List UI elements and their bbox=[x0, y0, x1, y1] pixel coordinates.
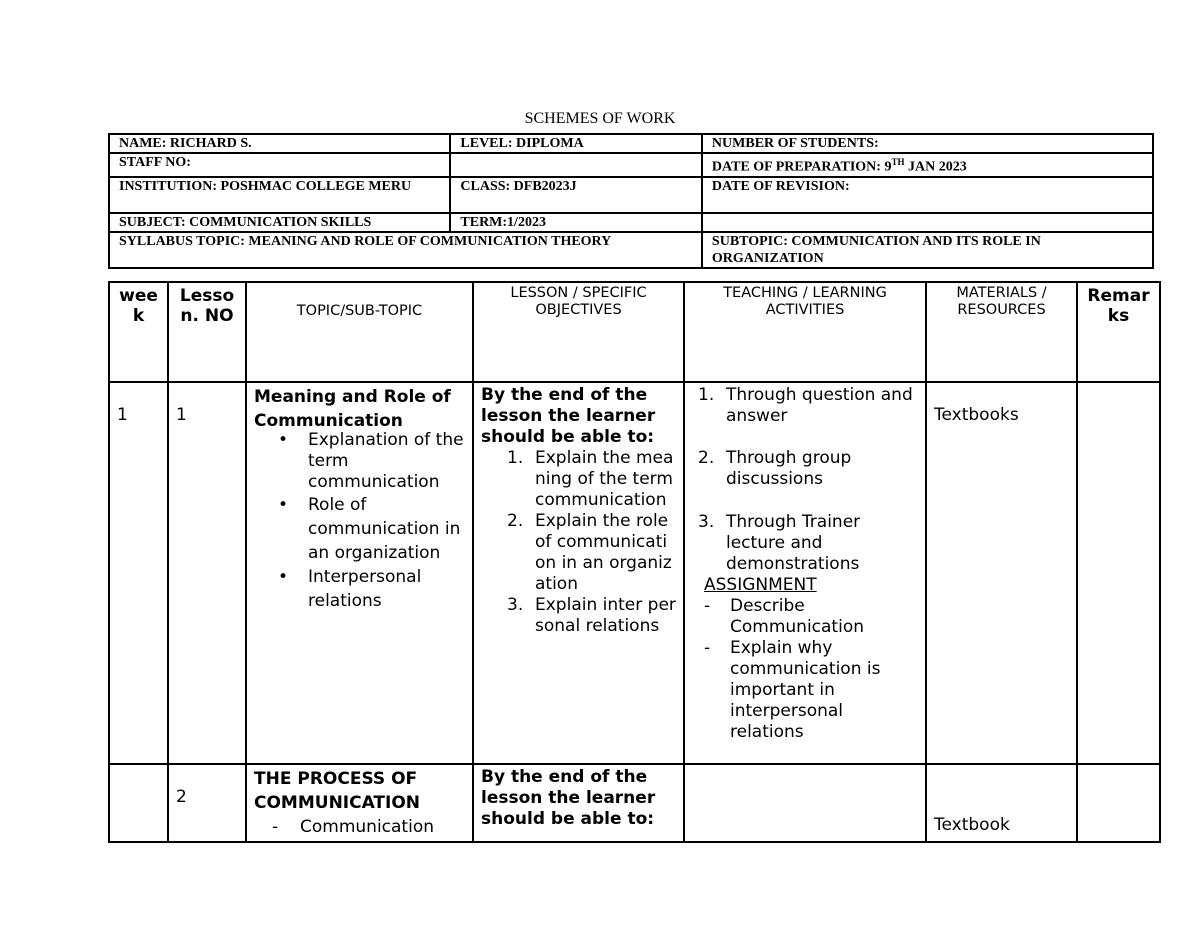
subtopic-cell: SUBTOPIC: COMMUNICATION AND ITS ROLE IN ORGANIZATION bbox=[702, 232, 1153, 268]
date-revision-cell: DATE OF REVISION: bbox=[702, 177, 1153, 213]
topic-item: - Communication bbox=[254, 815, 465, 839]
remarks-cell bbox=[1077, 382, 1160, 764]
topic-item: • Role of communication in an organization bbox=[254, 493, 465, 565]
header-topic-label: TOPIC/SUB-TOPIC bbox=[296, 303, 423, 319]
name-cell: NAME: RICHARD S. bbox=[109, 134, 450, 153]
header-week: week bbox=[109, 282, 168, 382]
header-lesson: Lesson. NO bbox=[168, 282, 246, 382]
activity-item: 1. Through question and answer bbox=[698, 385, 913, 426]
info-table bbox=[108, 133, 1154, 269]
num-students-cell: NUMBER OF STUDENTS: bbox=[702, 134, 1153, 153]
assignment-item: - Explain why communication is important in interpersonal relations bbox=[692, 638, 918, 743]
activity-item: 3. Through Trainer lecture and demonstrations bbox=[698, 512, 861, 574]
assignment-item: - Describe Communication bbox=[692, 596, 918, 638]
staff-no-cell: STAFF NO: bbox=[109, 153, 450, 177]
objectives-cell bbox=[473, 764, 684, 842]
empty-cell-2 bbox=[702, 213, 1153, 232]
materials-cell: Textbooks bbox=[926, 382, 1077, 764]
header-materials: MATERIALS / RESOURCES bbox=[926, 282, 1077, 382]
syllabus-topic-cell: SYLLABUS TOPIC: MEANING AND ROLE OF COMMUNICATION THEORY bbox=[109, 232, 702, 268]
topic-title: Meaning and Role of Communication bbox=[254, 387, 451, 431]
lesson-cell: 1 bbox=[168, 382, 246, 764]
page-title: SCHEMES OF WORK bbox=[524, 110, 676, 127]
lesson-cell: 2 bbox=[168, 764, 246, 842]
objective-item: 3. Explain inter personal relations bbox=[507, 595, 676, 636]
term-cell: TERM:1/2023 bbox=[450, 213, 702, 232]
topic-cell bbox=[246, 382, 473, 764]
date-prep-text: DATE OF PREPARATION: 9 bbox=[711, 159, 892, 175]
objectives-intro: By the end of the lesson the learner should be able to: bbox=[481, 767, 656, 829]
header-objectives: LESSON / SPECIFIC OBJECTIVES bbox=[473, 282, 684, 382]
assignment-label: ASSIGNMENT bbox=[704, 575, 817, 595]
week-cell: 1 bbox=[109, 382, 168, 764]
institution-text: INSTITUTION: POSHMAC COLLEGE MERU bbox=[119, 178, 412, 194]
topic-item: • Explanation of the term communication bbox=[254, 430, 465, 493]
class-cell: CLASS: DFB2023J bbox=[450, 177, 702, 213]
header-topic bbox=[246, 282, 473, 382]
date-prep-cell bbox=[702, 153, 1153, 177]
activities-cell bbox=[684, 764, 926, 842]
activities-cell bbox=[684, 382, 926, 764]
table-row bbox=[109, 382, 1160, 764]
schemes-table bbox=[108, 281, 1161, 843]
empty-cell bbox=[450, 153, 702, 177]
header-remarks: Remarks bbox=[1077, 282, 1160, 382]
topic-cell bbox=[246, 764, 473, 842]
materials-cell: Textbook bbox=[926, 764, 1077, 842]
header-row bbox=[109, 282, 1160, 382]
subject-cell: SUBJECT: COMMUNICATION SKILLS bbox=[109, 213, 450, 232]
objectives-cell bbox=[473, 382, 684, 764]
table-row bbox=[109, 764, 1160, 842]
objective-item: 1. Explain the meaning of the term communication bbox=[507, 448, 674, 510]
institution-cell bbox=[109, 177, 450, 213]
header-activities: TEACHING / LEARNING ACTIVITIES bbox=[684, 282, 926, 382]
objectives-intro: By the end of the lesson the learner should be able to: bbox=[481, 385, 656, 447]
topic-item: • Interpersonal relations bbox=[254, 565, 465, 613]
week-cell bbox=[109, 764, 168, 842]
activity-item: 2. Through group discussions bbox=[698, 448, 852, 489]
date-prep-rest: JAN 2023 bbox=[904, 159, 967, 175]
topic-title: THE PROCESS OF COMMUNICATION bbox=[254, 769, 421, 813]
level-cell: LEVEL: DIPLOMA bbox=[450, 134, 702, 153]
remarks-cell bbox=[1077, 764, 1160, 842]
objective-item: 2. Explain the role of communication in an organization bbox=[507, 511, 672, 594]
date-prep-sup: TH bbox=[891, 157, 905, 167]
